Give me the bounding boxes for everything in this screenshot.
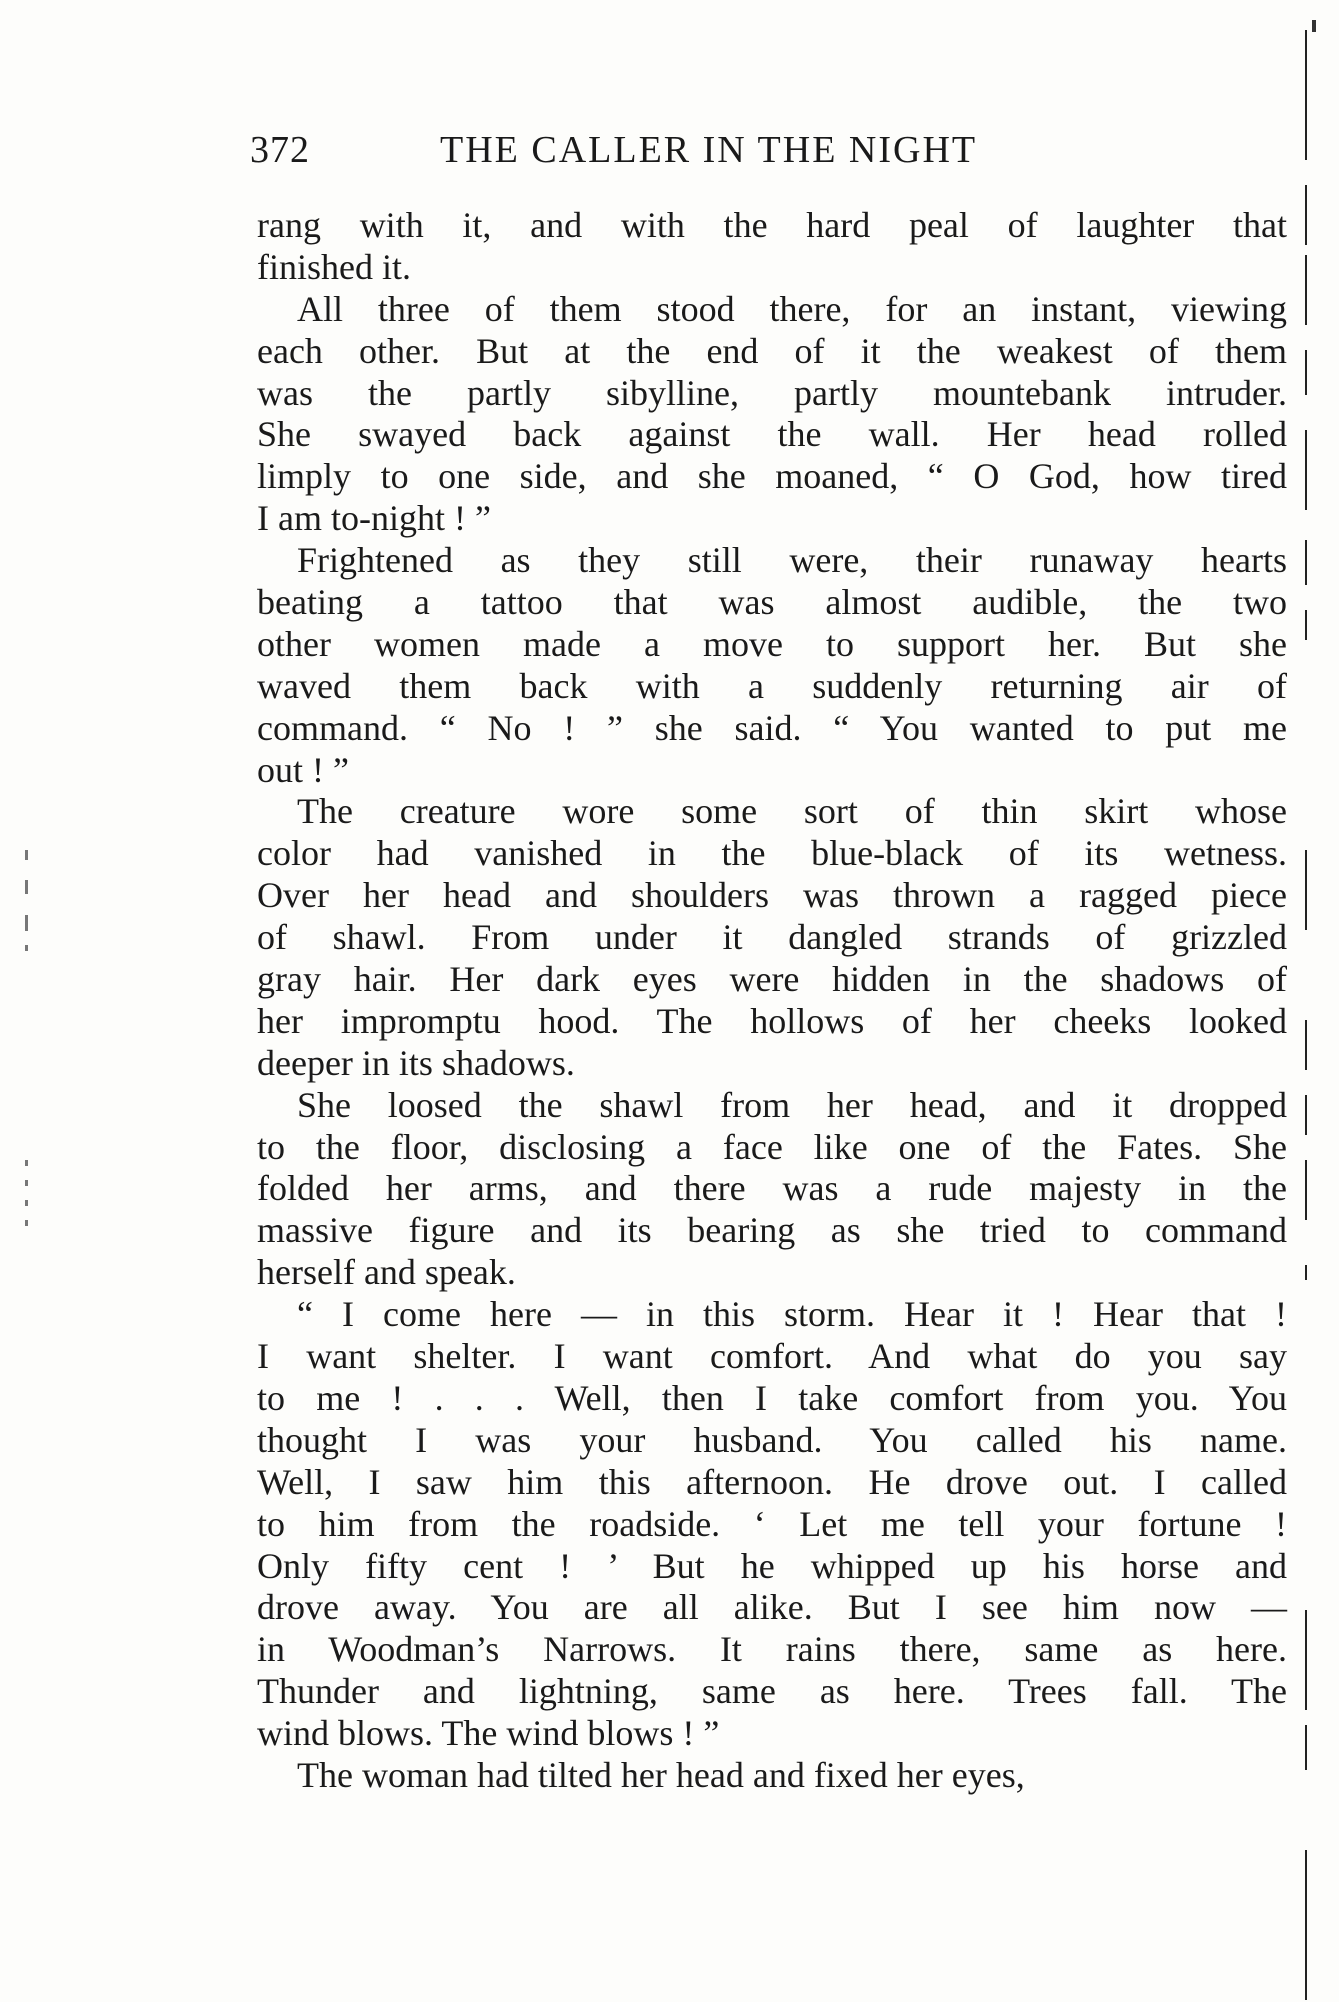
- text-line: Thunder and lightning, same as here. Trees fall. The: [257, 1671, 1287, 1712]
- text-line: to the floor, disclosing a face like one of the Fates. She: [257, 1126, 1287, 1167]
- text-line: command. “ No ! ” she said. “ You wanted to put me: [257, 707, 1287, 748]
- text-line: The woman had tilted her head and fixed her eyes,: [297, 1754, 1025, 1795]
- text-line: deeper in its shadows.: [257, 1042, 575, 1083]
- text-line: I want shelter. I want comfort. And what do you say: [257, 1336, 1287, 1377]
- text-line: wind blows. The wind blows ! ”: [257, 1713, 720, 1754]
- page-header: [250, 128, 1110, 174]
- text-line: gray hair. Her dark eyes were hidden in the shadows of: [257, 959, 1287, 1000]
- text-line: limply to one side, and she moaned, “ O God, how tired: [257, 456, 1287, 497]
- body-text: [257, 205, 1287, 1797]
- text-line: drove away. You are all alike. But I see him now —: [257, 1587, 1287, 1628]
- text-line: other women made a move to support her. But she: [257, 623, 1287, 664]
- text-line: waved them back with a suddenly returning air of: [257, 665, 1287, 706]
- text-line: All three of them stood there, for an instant, viewing: [297, 288, 1287, 329]
- text-line: Over her head and shoulders was thrown a ragged piece: [257, 875, 1287, 916]
- running-title: THE CALLER IN THE NIGHT: [440, 129, 978, 171]
- text-line: massive figure and its bearing as she tried to command: [257, 1210, 1287, 1251]
- text-line: I am to-night ! ”: [257, 498, 491, 539]
- text-line: out ! ”: [257, 749, 349, 790]
- text-line: of shawl. From under it dangled strands of grizzled: [257, 917, 1287, 958]
- text-line: Well, I saw him this afternoon. He drove out. I called: [257, 1461, 1287, 1502]
- text-line: was the partly sibylline, partly mountebank intruder.: [257, 372, 1287, 413]
- text-line: color had vanished in the blue-black of its wetness.: [257, 833, 1287, 874]
- text-line: herself and speak.: [257, 1252, 516, 1293]
- text-line: beating a tattoo that was almost audible, the two: [257, 582, 1287, 623]
- text-line: her impromptu hood. The hollows of her cheeks looked: [257, 1000, 1287, 1041]
- text-line: She swayed back against the wall. Her head rolled: [257, 414, 1287, 455]
- text-line: in Woodman’s Narrows. It rains there, same as here.: [257, 1629, 1287, 1670]
- text-line: to him from the roadside. ‘ Let me tell your fortune !: [257, 1503, 1287, 1544]
- text-line: each other. But at the end of it the weakest of them: [257, 330, 1287, 371]
- text-line: Frightened as they still were, their runaway hearts: [297, 540, 1287, 581]
- text-line: to me ! . . . Well, then I take comfort from you. You: [257, 1377, 1287, 1418]
- text-line: thought I was your husband. You called his name.: [257, 1419, 1287, 1460]
- text-line: She loosed the shawl from her head, and it dropped: [297, 1084, 1287, 1125]
- text-line: folded her arms, and there was a rude majesty in the: [257, 1168, 1287, 1209]
- text-line: “ I come here — in this storm. Hear it ! Hear that !: [297, 1294, 1287, 1335]
- text-line: Only fifty cent ! ’ But he whipped up his horse and: [257, 1545, 1287, 1586]
- text-line: finished it.: [257, 246, 411, 287]
- page-number: 372: [250, 129, 310, 171]
- text-line: rang with it, and with the hard peal of laughter that: [257, 205, 1287, 245]
- text-line: The creature wore some sort of thin skirt whose: [297, 791, 1287, 832]
